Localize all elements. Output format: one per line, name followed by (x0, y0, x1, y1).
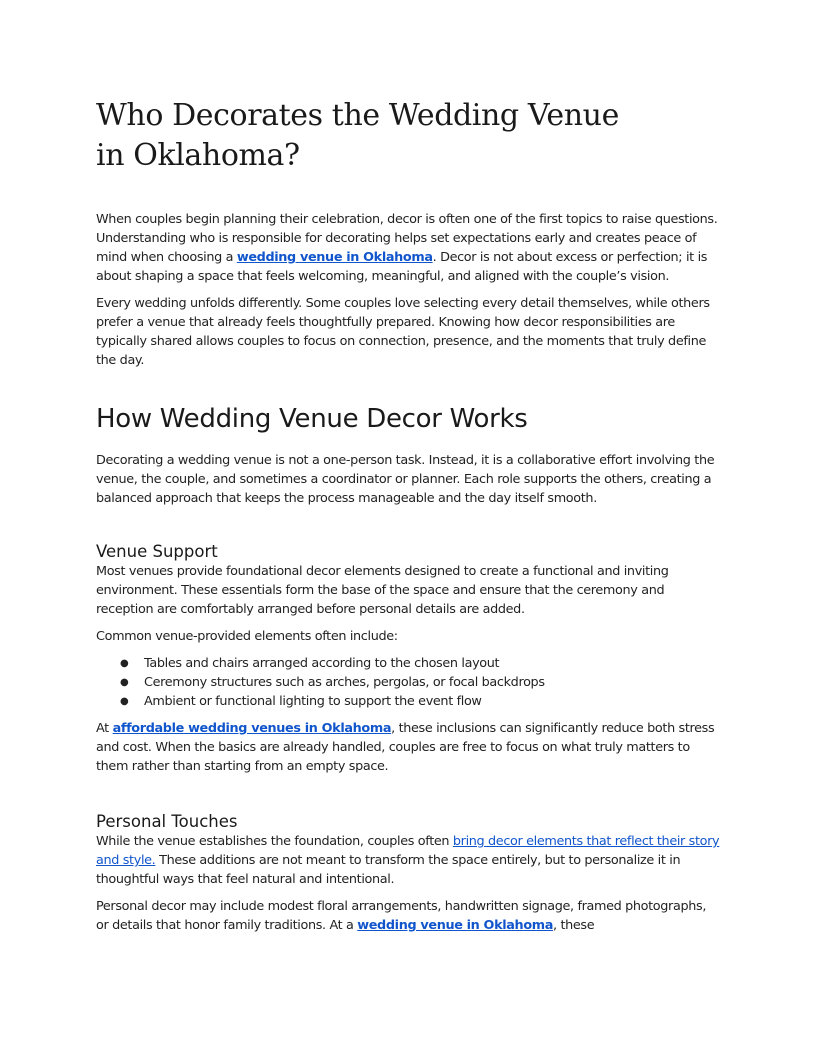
bullet-icon: ● (120, 658, 129, 669)
list-item-text: Tables and chairs arranged according to the chosen layout (144, 656, 500, 671)
personal-p2-text: Personal decor may include modest floral arrangements, handwritten signage, framed photographs, or details that honor family traditions. At a (96, 899, 707, 933)
intro-p1-text-end: . Decor is not about excess or perfection; it is about shaping a space that feels welcoming, meaningful, and aligned with the couple’s vision. (96, 250, 708, 284)
page-title: Who Decorates the Wedding Venue in Oklahoma? (96, 98, 619, 173)
personal-paragraph-1 (96, 832, 720, 889)
document-body (96, 96, 720, 935)
section-heading-how: How Wedding Venue Decor Works (96, 404, 528, 434)
how-paragraph-1: Decorating a wedding venue is not a one-person task. Instead, it is a collaborative effort involving the venue, the couple, and sometimes a coordinator or planner. Each role supports the others, creating a balanced approach that keeps the process manageable and the day itself smooth. (96, 453, 715, 506)
personal-paragraph-2 (96, 897, 720, 935)
bullet-icon: ● (120, 677, 129, 688)
venue-support-paragraph-3 (96, 719, 720, 776)
venue-elements-list (96, 654, 720, 711)
list-item (96, 692, 720, 711)
wedding-venue-link[interactable]: wedding venue in Oklahoma (236, 250, 433, 265)
section-heading-personal-touches: Personal Touches (96, 812, 238, 831)
personal-p1-text-end: These additions are not meant to transform the space entirely, but to personalize it in thoughtful ways that feel natural and intentional. (96, 853, 681, 887)
section-heading-venue-support: Venue Support (96, 542, 218, 561)
venue-p3-text: At (96, 721, 113, 736)
personal-p2-text-end: , these (553, 918, 595, 933)
wedding-venue-link-2[interactable]: wedding venue in Oklahoma (357, 918, 554, 933)
list-item (96, 654, 720, 673)
list-item-text: Ceremony structures such as arches, pergolas, or focal backdrops (144, 675, 545, 690)
venue-support-paragraph-1: Most venues provide foundational decor elements designed to create a functional and inviting environment. These essentials form the base of the space and ensure that the ceremony and reception are comfortably arranged before personal details are added. (96, 564, 669, 617)
bullet-icon: ● (120, 696, 129, 707)
decor-elements-link[interactable]: bring decor elements that reflect their story and style. (96, 834, 720, 868)
list-item-text: Ambient or functional lighting to support the event flow (144, 694, 482, 709)
venue-p3-text-end: , these inclusions can significantly reduce both stress and cost. When the basics are already handled, couples are free to focus on what truly matters to them rather than starting from an empty space. (96, 721, 715, 774)
affordable-venues-link[interactable]: affordable wedding venues in Oklahoma (112, 721, 392, 736)
intro-paragraph-1 (96, 210, 720, 286)
list-item (96, 673, 720, 692)
intro-paragraph-2: Every wedding unfolds differently. Some couples love selecting every detail themselves, while others prefer a venue that already feels thoughtfully prepared. Knowing how decor responsibilities are typically shared allows couples to focus on connection, presence, and the moments that truly define the day. (96, 296, 710, 368)
personal-p1-text: While the venue establishes the foundation, couples often (96, 834, 453, 849)
intro-p1-text: When couples begin planning their celebration, decor is often one of the first topics to raise questions. Understanding who is responsible for decorating helps set expectations early and creates peace of mind when choosing a (96, 212, 718, 265)
venue-support-paragraph-2: Common venue-provided elements often include: (96, 629, 398, 644)
